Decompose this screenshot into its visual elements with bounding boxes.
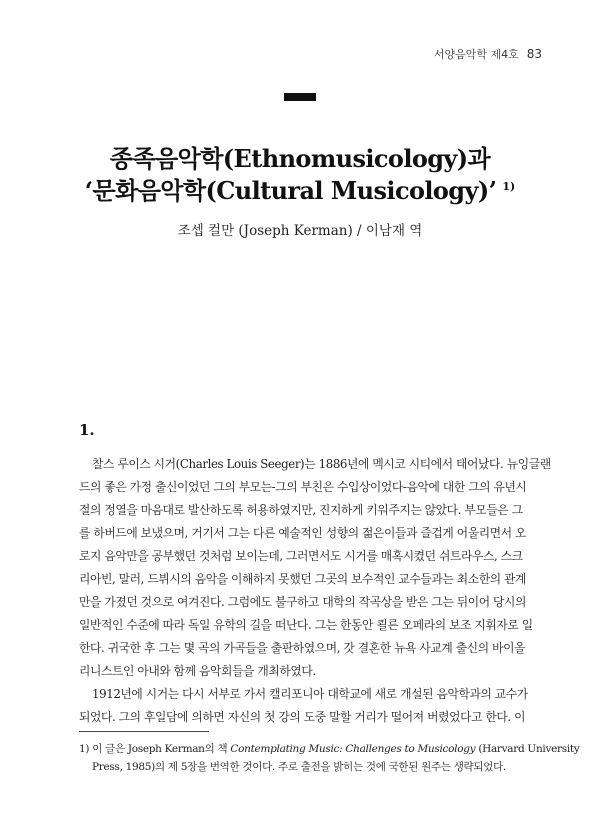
title-text-2: ‘문화음악학(Cultural Musicology)’ — [84, 176, 497, 205]
title-footnote-marker: 1) — [502, 180, 516, 193]
footnote-line-1 — [79, 741, 580, 756]
body-line: 한다. 귀국한 후 그는 몇 곡의 가곡들을 출판하였으며, 갓 결혼한 뉴욕 사교계 출신의 바이올 — [79, 641, 526, 655]
body-line: 리니스트인 아내와 함께 음악회들을 개최하였다. — [79, 664, 316, 678]
title-decoration-bar — [284, 93, 316, 101]
byline: 조셉 컬만 (Joseph Kerman) / 이남재 역 — [177, 223, 423, 239]
body-line: 절의 정열을 마음대로 발산하도록 허용하였지만, 진지하게 키워주지는 않았다. 부모들은 그 — [79, 503, 523, 517]
article-title-line-1 — [0, 139, 600, 174]
footnote-suffix: (Harvard University — [475, 743, 580, 755]
journal-name: 서양음악학 제4호 — [433, 48, 519, 61]
article-title-line-2 — [0, 171, 600, 206]
body-line: 1912년에 시거는 다시 서부로 가서 캘리포니아 대학교에 새로 개설된 음악학과의 교수가 — [92, 687, 528, 701]
body-line: 찰스 루이스 시거(Charles Louis Seeger)는 1886년에 멕시코 시티에서 태어났다. 뉴잉글랜 — [92, 457, 551, 471]
body-line: 리아빈, 말러, 드뷔시의 음악을 이해하지 못했던 그곳의 보수적인 교수들과는 최소한의 관계 — [79, 572, 527, 586]
body-line: 를 하버드에 보냈으며, 거기서 그는 다른 예술적인 성향의 젊은이들과 즐겁게 어울리면서 오 — [79, 526, 527, 540]
footnote-prefix: 1) 이 글은 Joseph Kerman의 책 — [79, 743, 231, 755]
section-number: 1. — [79, 421, 95, 439]
footnote-line-2: Press, 1985)의 제 5장을 번역한 것이다. 주로 출전을 밝히는 것에 국한된 원주는 생략되었다. — [92, 761, 506, 773]
body-line: 로지 음악만을 공부했던 것처럼 보이는데, 그러면서도 시거를 매혹시켰던 쉬트라우스, 스크 — [79, 549, 523, 563]
body-line: 일반적인 수준에 따라 독일 유학의 길을 떠난다. 그는 한동안 쾰른 오페라의 보조 지휘자로 일 — [79, 618, 533, 632]
body-line: 되었다. 그의 후일담에 의하면 자신의 첫 강의 도중 말할 거리가 떨어져 버렸었다고 한다. 이 — [79, 710, 526, 724]
footnote-rule — [79, 731, 209, 732]
footnote-book-title: Contemplating Music: Challenges to Musicology — [230, 743, 476, 755]
body-line: 드의 좋은 가정 출신이었던 그의 부모는-그의 부친은 수입상이었다-음악에 대한 그의 유년시 — [79, 480, 527, 494]
title-text-1: 종족음악학(Ethnomusicology)과 — [109, 144, 491, 173]
body-line: 만을 가졌던 것으로 여겨진다. 그럼에도 불구하고 대학의 작곡상을 받은 그는 뒤이어 당시의 — [79, 595, 527, 609]
page-number: 83 — [526, 47, 542, 61]
running-header — [434, 46, 542, 62]
